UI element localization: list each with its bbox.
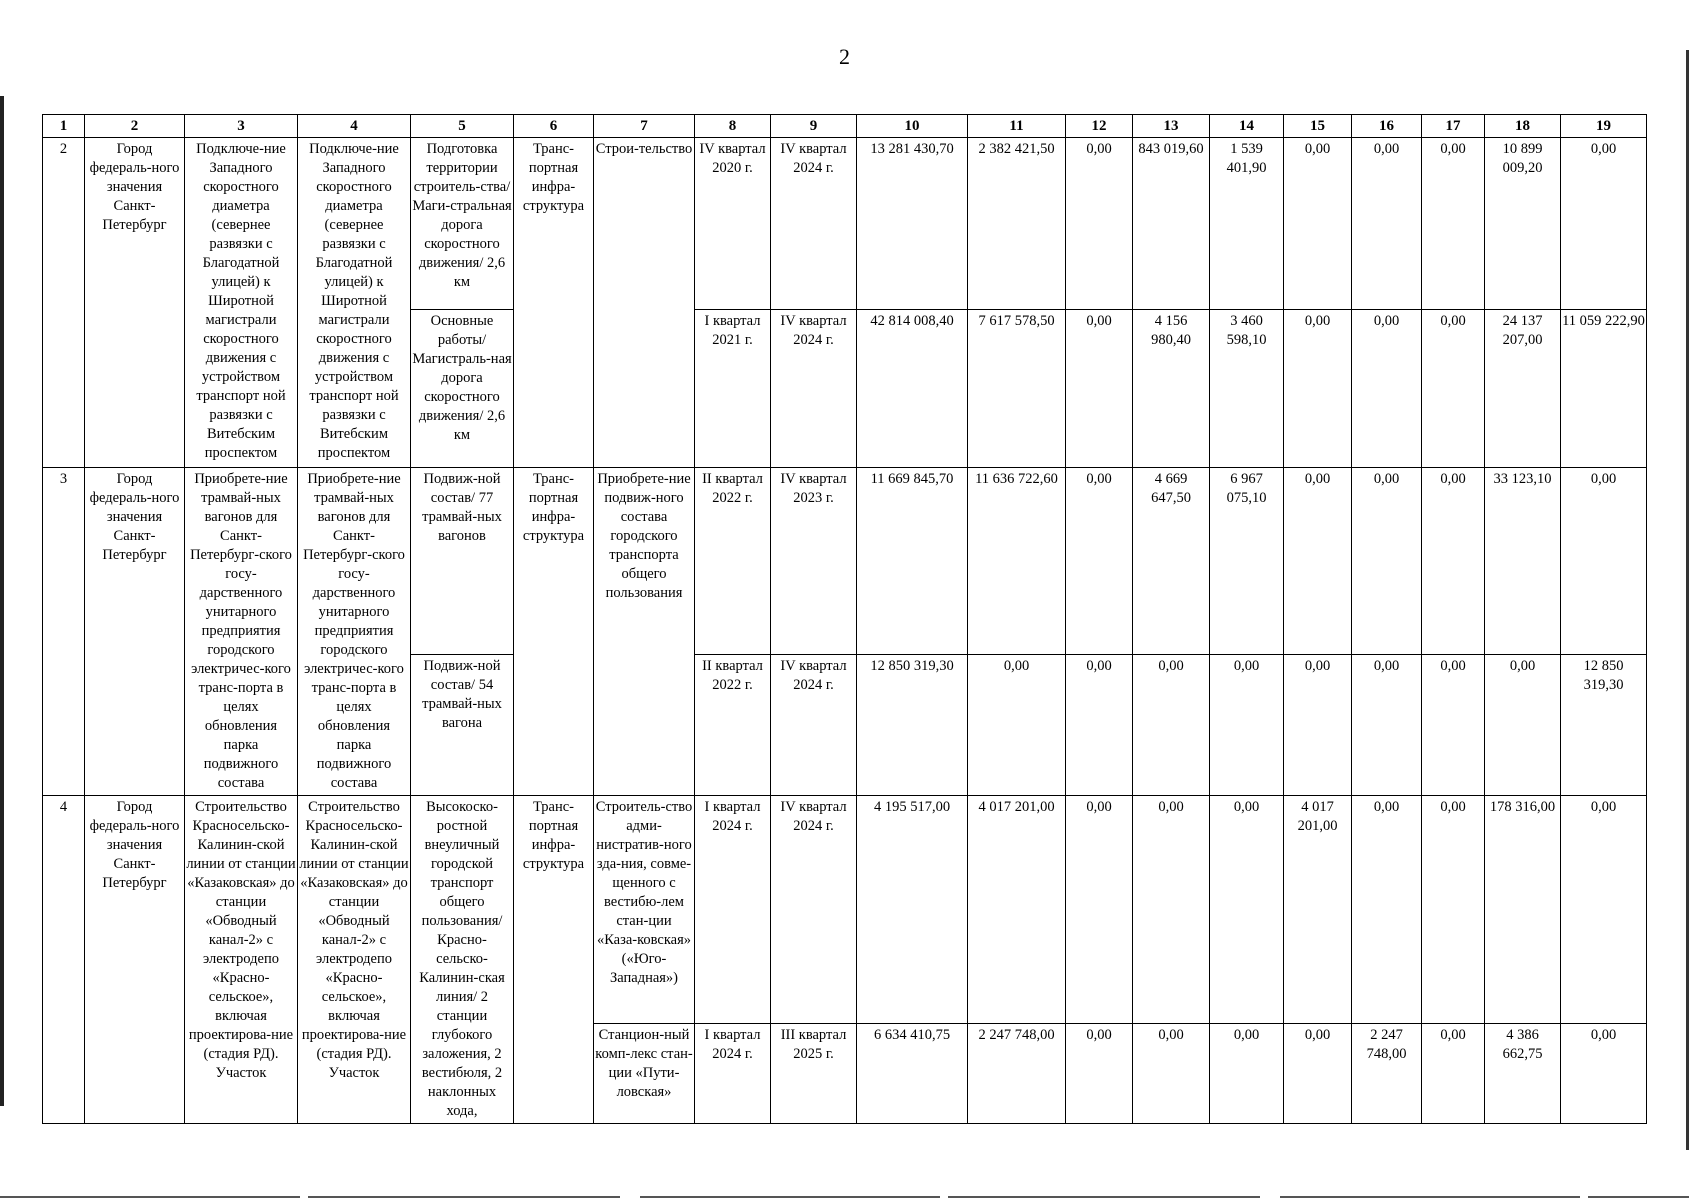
object-type-cell: Высокоско-ростной внеуличный городской транспорт общего пользования/ Красно-сельско-Калинин-ская линия/ 2 станции глубокого заложения, 2 вестибюля, 2 наклонных хода, <box>411 796 514 1124</box>
table-row <box>43 468 1647 655</box>
value-cell: 0,00 <box>1133 654 1210 795</box>
object-type-cell: Подвиж-ной состав/ 54 трамвай-ных вагона <box>411 654 514 795</box>
table-row <box>43 796 1647 1024</box>
value-cell: 0,00 <box>1422 796 1485 1024</box>
object-type-cell: Основные работы/ Магистраль-ная дорога скоростного движения/ 2,6 км <box>411 310 514 468</box>
value-cell: 4 669 647,50 <box>1133 468 1210 655</box>
value-cell: 0,00 <box>1066 310 1133 468</box>
scan-bottom-line <box>0 1196 1689 1198</box>
work-type-cell: Строитель-ство адми-нистратив-ного зда-ния, совме-щенного с вестибю-лем стан-ции «Каза-ковская» («Юго-Западная») <box>594 796 695 1024</box>
project-name-cell: Строительство Красносельско-Калинин-ской линии от станции «Казаковская» до станции «Обводный канал-2» с электродепо «Красно-сельское», включая проектирова-ние (стадия РД). Участок <box>185 796 298 1124</box>
value-cell: 0,00 <box>1485 654 1561 795</box>
value-cell: 2 382 421,50 <box>968 138 1066 310</box>
scan-edge-left <box>0 96 4 1106</box>
region-cell: Город федераль-ного значения Санкт-Петербург <box>85 138 185 468</box>
header-cell: 19 <box>1561 115 1647 138</box>
value-cell: 0,00 <box>1352 796 1422 1024</box>
header-cell: 4 <box>298 115 411 138</box>
value-cell: 4 195 517,00 <box>857 796 968 1024</box>
value-cell: 11 059 222,90 <box>1561 310 1647 468</box>
value-cell: 13 281 430,70 <box>857 138 968 310</box>
header-cell: 10 <box>857 115 968 138</box>
value-cell: 0,00 <box>1561 796 1647 1024</box>
header-cell: 9 <box>771 115 857 138</box>
value-cell: 843 019,60 <box>1133 138 1210 310</box>
header-cell: 3 <box>185 115 298 138</box>
header-cell: 14 <box>1210 115 1284 138</box>
object-name-cell: Строительство Красносельско-Калинин-ской линии от станции «Казаковская» до станции «Обводный канал-2» с электродепо «Красно-сельское», включая проектирова-ние (стадия РД). Участок <box>298 796 411 1124</box>
value-cell: 6 634 410,75 <box>857 1023 968 1123</box>
value-cell: 0,00 <box>1284 138 1352 310</box>
value-cell: 0,00 <box>1284 310 1352 468</box>
value-cell: 6 967 075,10 <box>1210 468 1284 655</box>
value-cell: 0,00 <box>1210 654 1284 795</box>
start-date-cell: I квартал 2021 г. <box>695 310 771 468</box>
header-cell: 17 <box>1422 115 1485 138</box>
project-name-cell: Приобрете-ние трамвай-ных вагонов для Санкт-Петербург-ского госу-дарственного унитарного предприятия городского электричес-кого транс-порта в целях обновления парка подвижного состава <box>185 468 298 796</box>
header-row <box>43 115 1647 138</box>
value-cell: 42 814 008,40 <box>857 310 968 468</box>
value-cell: 0,00 <box>1561 138 1647 310</box>
value-cell: 0,00 <box>1352 654 1422 795</box>
value-cell: 0,00 <box>1066 654 1133 795</box>
start-date-cell: IV квартал 2020 г. <box>695 138 771 310</box>
value-cell: 0,00 <box>968 654 1066 795</box>
page-number: 2 <box>839 44 850 69</box>
header-cell: 15 <box>1284 115 1352 138</box>
start-date-cell: II квартал 2022 г. <box>695 468 771 655</box>
value-cell: 33 123,10 <box>1485 468 1561 655</box>
value-cell: 0,00 <box>1352 138 1422 310</box>
value-cell: 0,00 <box>1066 138 1133 310</box>
header-cell: 2 <box>85 115 185 138</box>
end-date-cell: III квартал 2025 г. <box>771 1023 857 1123</box>
end-date-cell: IV квартал 2024 г. <box>771 310 857 468</box>
value-cell: 0,00 <box>1352 468 1422 655</box>
object-name-cell: Приобрете-ние трамвай-ных вагонов для Санкт-Петербург-ского госу-дарственного унитарного предприятия городского электричес-кого транс-порта в целях обновления парка подвижного состава <box>298 468 411 796</box>
value-cell: 0,00 <box>1352 310 1422 468</box>
value-cell: 0,00 <box>1422 138 1485 310</box>
value-cell: 0,00 <box>1561 468 1647 655</box>
value-cell: 11 636 722,60 <box>968 468 1066 655</box>
header-cell: 7 <box>594 115 695 138</box>
value-cell: 3 460 598,10 <box>1210 310 1284 468</box>
end-date-cell: IV квартал 2024 г. <box>771 654 857 795</box>
sector-cell: Транс-портная инфра-структура <box>514 796 594 1124</box>
value-cell: 0,00 <box>1066 1023 1133 1123</box>
value-cell: 178 316,00 <box>1485 796 1561 1024</box>
value-cell: 11 669 845,70 <box>857 468 968 655</box>
region-cell: Город федераль-ного значения Санкт-Петербург <box>85 468 185 796</box>
header-cell: 12 <box>1066 115 1133 138</box>
object-type-cell: Подвиж-ной состав/ 77 трамвай-ных вагонов <box>411 468 514 655</box>
value-cell: 0,00 <box>1284 468 1352 655</box>
value-cell: 12 850 319,30 <box>1561 654 1647 795</box>
value-cell: 24 137 207,00 <box>1485 310 1561 468</box>
value-cell: 0,00 <box>1066 468 1133 655</box>
value-cell: 2 247 748,00 <box>968 1023 1066 1123</box>
end-date-cell: IV квартал 2023 г. <box>771 468 857 655</box>
value-cell: 4 017 201,00 <box>968 796 1066 1024</box>
sector-cell: Транс-портная инфра-структура <box>514 138 594 468</box>
header-cell: 16 <box>1352 115 1422 138</box>
value-cell: 0,00 <box>1422 468 1485 655</box>
row-number: 3 <box>43 468 85 796</box>
header-cell: 8 <box>695 115 771 138</box>
table-row <box>43 138 1647 310</box>
value-cell: 1 539 401,90 <box>1210 138 1284 310</box>
value-cell: 0,00 <box>1210 1023 1284 1123</box>
work-type-cell: Приобрете-ние подвиж-ного состава городского транспорта общего пользования <box>594 468 695 796</box>
value-cell: 4 017 201,00 <box>1284 796 1352 1024</box>
value-cell: 0,00 <box>1284 654 1352 795</box>
row-number: 4 <box>43 796 85 1124</box>
end-date-cell: IV квартал 2024 г. <box>771 138 857 310</box>
header-cell: 13 <box>1133 115 1210 138</box>
value-cell: 0,00 <box>1422 310 1485 468</box>
value-cell: 4 386 662,75 <box>1485 1023 1561 1123</box>
header-cell: 6 <box>514 115 594 138</box>
work-type-cell: Строи-тельство <box>594 138 695 468</box>
object-name-cell: Подключе-ние Западного скоростного диаметра (севернее развязки с Благодатной улицей) к Широтной магистрали скоростного движения с устройством транспорт ной развязки с Витебским проспектом <box>298 138 411 468</box>
header-cell: 1 <box>43 115 85 138</box>
value-cell: 4 156 980,40 <box>1133 310 1210 468</box>
budget-table <box>42 114 1647 1124</box>
work-type-cell: Станцион-ный комп-лекс стан-ции «Пути-ловская» <box>594 1023 695 1123</box>
start-date-cell: I квартал 2024 г. <box>695 1023 771 1123</box>
sector-cell: Транс-портная инфра-структура <box>514 468 594 796</box>
value-cell: 0,00 <box>1422 654 1485 795</box>
header-cell: 18 <box>1485 115 1561 138</box>
object-type-cell: Подготовка территории строитель-ства/ Маги-стральная дорога скоростного движения/ 2,6 км <box>411 138 514 310</box>
project-name-cell: Подключе-ние Западного скоростного диаметра (севернее развязки с Благодатной улицей) к Широтной магистрали скоростного движения с устройством транспорт ной развязки с Витебским проспектом <box>185 138 298 468</box>
value-cell: 7 617 578,50 <box>968 310 1066 468</box>
value-cell: 0,00 <box>1422 1023 1485 1123</box>
row-number: 2 <box>43 138 85 468</box>
header-cell: 11 <box>968 115 1066 138</box>
value-cell: 0,00 <box>1210 796 1284 1024</box>
value-cell: 10 899 009,20 <box>1485 138 1561 310</box>
start-date-cell: I квартал 2024 г. <box>695 796 771 1024</box>
value-cell: 0,00 <box>1133 796 1210 1024</box>
value-cell: 0,00 <box>1284 1023 1352 1123</box>
value-cell: 0,00 <box>1561 1023 1647 1123</box>
header-cell: 5 <box>411 115 514 138</box>
end-date-cell: IV квартал 2024 г. <box>771 796 857 1024</box>
value-cell: 0,00 <box>1066 796 1133 1024</box>
region-cell: Город федераль-ного значения Санкт-Петербург <box>85 796 185 1124</box>
value-cell: 12 850 319,30 <box>857 654 968 795</box>
value-cell: 2 247 748,00 <box>1352 1023 1422 1123</box>
value-cell: 0,00 <box>1133 1023 1210 1123</box>
start-date-cell: II квартал 2022 г. <box>695 654 771 795</box>
